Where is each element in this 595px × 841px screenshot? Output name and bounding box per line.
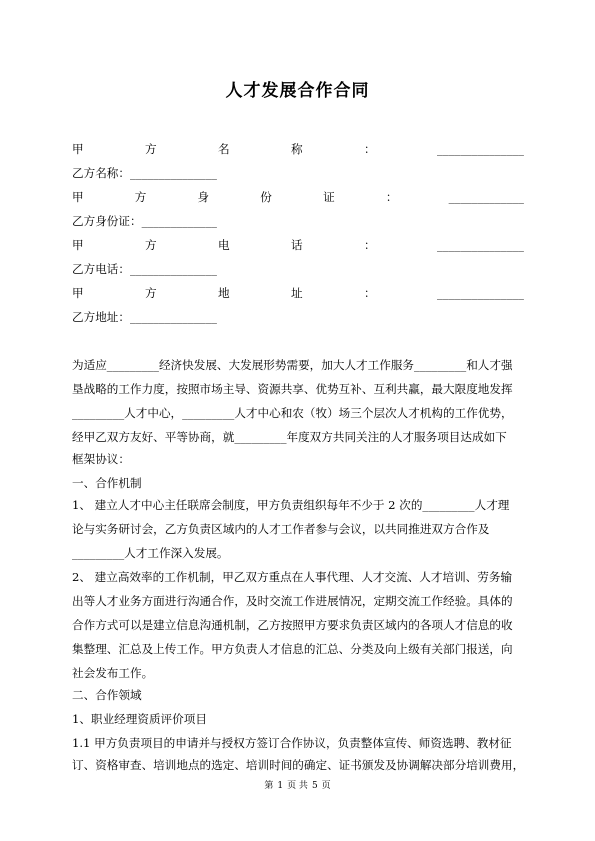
party-b-label: 乙方身份证：: [72, 214, 142, 228]
body-line: 框架协议：: [72, 452, 130, 466]
body-line: 1、职业经理资质评价项目: [72, 712, 207, 726]
party-b-field-0: [72, 165, 524, 181]
body-line: 1、 建立人才中心主任联席会制度，甲方负责组织每年不少于 2 次的_________人才理: [72, 498, 510, 512]
party-b-field-3: [72, 309, 524, 325]
footer-suffix: 页: [321, 781, 331, 791]
body-line: 垦战略的工作力度，按照市场主导、资源共享、优势互补、互利共赢，最大限度地发挥: [72, 382, 513, 396]
party-b-field-2: [72, 261, 524, 277]
party-a-label-char: ：: [364, 142, 376, 156]
party-a-label-char: 证: [323, 190, 335, 204]
footer-mid: 页 共: [287, 781, 308, 791]
party-a-field-3: [72, 285, 524, 301]
party-b-label: 乙方电话：: [72, 262, 130, 276]
party-a-label-char: 方: [145, 142, 157, 156]
party-a-label-char: 方: [145, 238, 157, 252]
party-a-field-0: [72, 141, 524, 157]
body-line: 为适应_________经济快发展、大发展形势需要，加大人才工作服务_________和人才强: [72, 358, 513, 372]
party-b-fill-blank[interactable]: _______________: [129, 262, 217, 276]
party-b-label: 乙方名称：: [72, 166, 130, 180]
party-a-fill-blank[interactable]: _______________: [437, 142, 524, 156]
body-line: _________人才中心，_________人才中心和农（牧）场三个层次人才机构的工作优势，: [72, 406, 513, 420]
party-a-label-char: 称: [291, 142, 303, 156]
party-a-label-char: ：: [364, 286, 376, 300]
party-a-label-char: ：: [385, 190, 398, 204]
body-line: 论与实务研讨会，乙方负责区域内的人才工作者参与会议，以共同推进双方合作及: [72, 522, 490, 536]
body-line: 1.1 甲方负责项目的申请并与授权方签订合作协议，负责整体宣传、师资选聘、教材征: [72, 736, 512, 750]
body-line: 2、 建立高效率的工作机制，甲乙双方重点在人事代理、人才交流、人才培训、劳务输: [72, 570, 513, 584]
body-line: 社会发布工作。: [72, 666, 154, 680]
party-a-label-char: 甲: [72, 190, 84, 204]
body-line: 订、资格审查、培训地点的选定、培训时间的确定、证书颁发及协调解决部分培训费用，: [72, 758, 525, 772]
party-a-fill-blank[interactable]: _______________: [437, 286, 524, 300]
body-line: 二、合作领域: [72, 688, 142, 702]
party-a-label-char: 方: [145, 286, 157, 300]
party-a-label-char: 份: [260, 190, 272, 204]
body-line: 合作方式可以是建立信息沟通机制，乙方按照甲方要求负责区域内的各项人才信息的收: [72, 618, 513, 632]
footer-prefix: 第: [264, 781, 274, 791]
party-a-label-char: 甲: [72, 238, 84, 252]
body-line: 经甲乙双方友好、平等协商，就_________年度双方共同关注的人才服务项目达成如下: [72, 430, 507, 444]
party-b-label: 乙方地址：: [72, 310, 130, 324]
party-b-fill-blank[interactable]: _____________: [141, 214, 217, 228]
party-a-label-char: 话: [291, 238, 303, 252]
party-b-field-1: [72, 213, 524, 229]
body-line: 集整理、汇总及上传工作。甲方负责人才信息的汇总、分类及向上级有关部门报送，向: [72, 642, 513, 656]
party-a-label-char: 方: [134, 190, 147, 204]
body-line: 出等人才业务方面进行沟通合作，及时交流工作进展情况，定期交流工作经验。具体的: [72, 594, 513, 608]
party-a-label-char: 名: [218, 142, 230, 156]
party-a-field-1: [72, 189, 524, 205]
party-a-fill-blank[interactable]: _____________: [448, 190, 524, 204]
footer-total-pages: 5: [311, 781, 318, 791]
footer-page-number: 1: [277, 781, 284, 791]
party-b-fill-blank[interactable]: _______________: [129, 166, 217, 180]
party-a-field-2: [72, 237, 524, 253]
party-a-label-char: 址: [291, 286, 303, 300]
party-a-label-char: 电: [218, 238, 230, 252]
party-a-label-char: 身: [197, 190, 210, 204]
party-a-label-char: ：: [364, 238, 376, 252]
body-line: _________人才工作深入发展。: [72, 546, 229, 560]
party-a-fill-blank[interactable]: _______________: [437, 238, 524, 252]
document-title: 人才发展合作合同: [225, 81, 370, 101]
body-line: 一、合作机制: [72, 476, 142, 490]
party-a-label-char: 甲: [72, 286, 84, 300]
party-b-fill-blank[interactable]: _______________: [129, 310, 217, 324]
party-a-label-char: 地: [218, 286, 230, 300]
party-a-label-char: 甲: [72, 142, 84, 156]
page-footer: [0, 778, 595, 791]
